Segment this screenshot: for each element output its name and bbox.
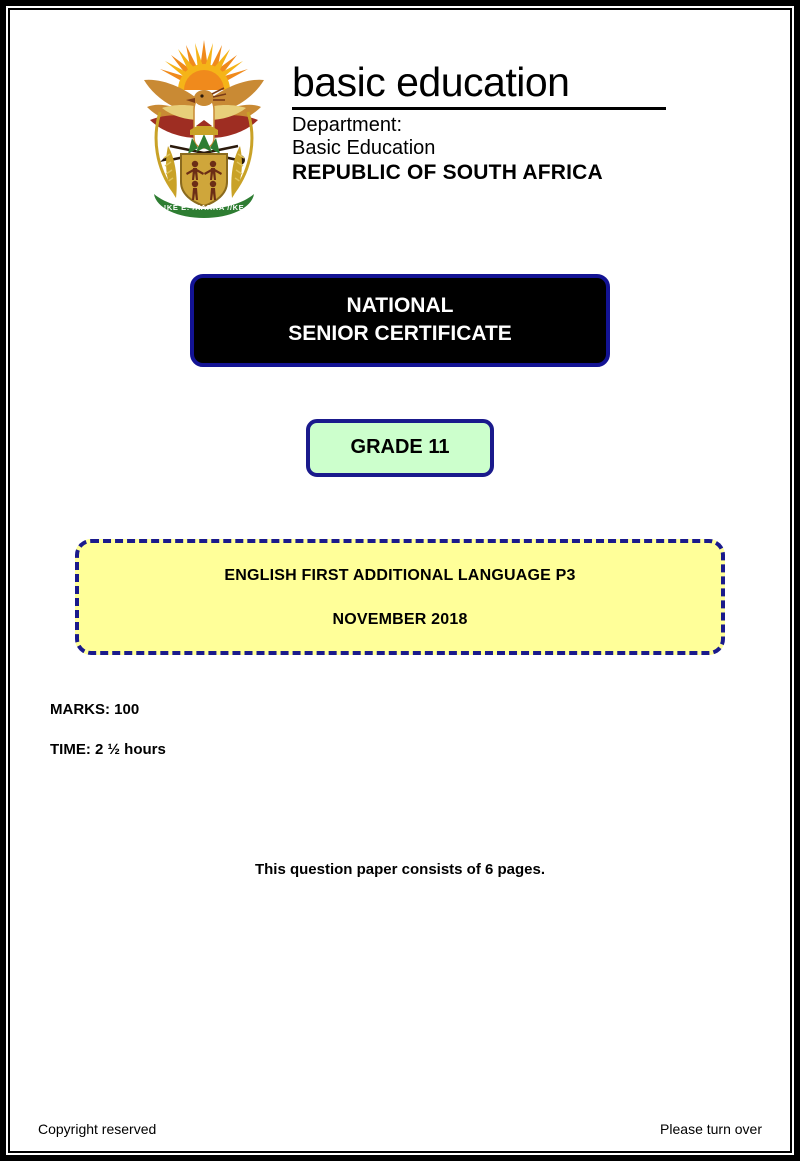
subject-box	[75, 539, 725, 655]
grade-box: GRADE 11	[306, 419, 494, 477]
page-content	[10, 10, 790, 1151]
subject-title: ENGLISH FIRST ADDITIONAL LANGUAGE P3	[224, 567, 576, 585]
department-label: Department:	[292, 113, 403, 136]
south-african-coat-of-arms-icon	[134, 34, 274, 220]
certificate-banner-wrap	[38, 274, 762, 367]
department-name: Basic Education	[292, 137, 436, 160]
copyright-notice: Copyright reserved	[38, 1121, 157, 1137]
department-wordmark	[292, 34, 666, 186]
national-senior-certificate-banner	[190, 274, 610, 367]
wordmark-divider	[292, 107, 666, 110]
country-name: REPUBLIC OF SOUTH AFRICA	[292, 161, 603, 184]
coat-of-arms-motto: !KE E: /XARRA //KE	[163, 203, 245, 212]
subject-box-wrap	[38, 539, 762, 655]
wordmark-basic-education: basic education	[292, 59, 570, 105]
page-footer	[10, 1121, 790, 1137]
certificate-line-1: NATIONAL	[346, 294, 454, 317]
masthead	[38, 10, 762, 220]
grade-box-wrap	[38, 419, 762, 477]
certificate-line-2: SENIOR CERTIFICATE	[288, 321, 512, 345]
exam-details	[38, 701, 762, 758]
time-line: TIME: 2 ½ hours	[50, 741, 166, 759]
turn-over-notice: Please turn over	[660, 1121, 762, 1137]
exam-session-date: NOVEMBER 2018	[332, 611, 468, 629]
marks-line: MARKS: 100	[50, 701, 140, 719]
page-border-frame	[8, 8, 792, 1153]
page-count-note: This question paper consists of 6 pages.	[254, 861, 546, 879]
